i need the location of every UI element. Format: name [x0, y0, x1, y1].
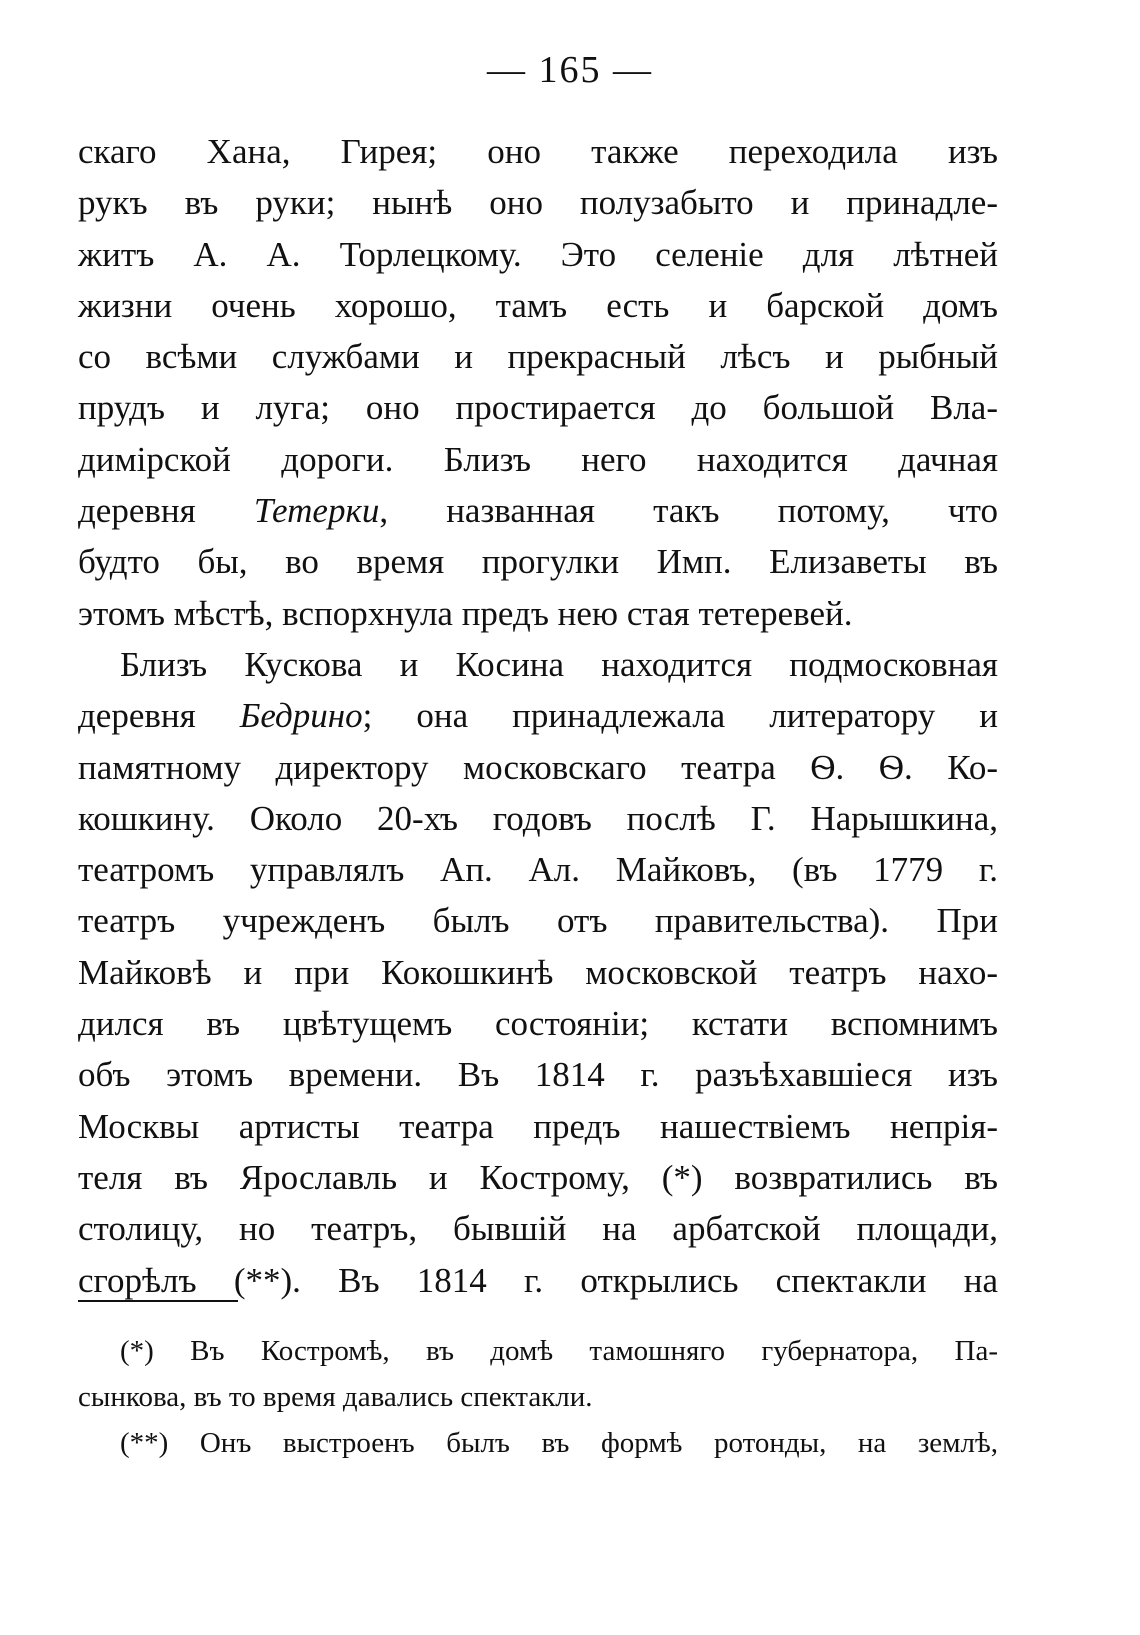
place-name-italic: Бедрино [239, 696, 363, 736]
text-line: со всѣми службами и прекрасный лѣсъ и рыбный [78, 337, 998, 377]
text-line [78, 690, 998, 741]
text-line [78, 485, 998, 536]
footnote-line: (**) Онъ выстроенъ былъ въ формѣ ротонды, на землѣ, [120, 1427, 998, 1459]
text-line: скаго Хана, Гирея; оно также переходила изъ [78, 132, 998, 171]
text-line: столицу, но театръ, бывшій на арбатской площади, [78, 1209, 998, 1249]
footnote-line: сынкова, въ то время давались спектакли. [78, 1381, 593, 1413]
text-line: этомъ мѣстѣ, вспорхнула предъ нею стая тетеревей. [78, 593, 853, 633]
text-line: Москвы артисты театра предъ нашествіемъ непрія- [78, 1106, 998, 1146]
text-line: рукъ въ руки; нынѣ оно полузабыто и принадле- [78, 183, 998, 223]
text-run: ; она принадлежала литератору и [362, 696, 998, 736]
footnotes [78, 1328, 998, 1466]
text-run: деревня [78, 696, 240, 736]
text-run: , названная такъ потому, что [379, 491, 998, 531]
footnote-divider [78, 1300, 238, 1302]
text-run: деревня [78, 491, 254, 531]
place-name-italic: Тетерки [253, 491, 380, 531]
text-line: объ этомъ времени. Въ 1814 г. разъѣхавшіеся изъ [78, 1055, 998, 1095]
page-number: — 165 — [487, 49, 653, 91]
text-line: кошкину. Около 20-хъ годовъ послѣ Г. Нарышкина, [78, 798, 998, 838]
text-line: памятному директору московскаго театра Ѳ. Ѳ. Ко- [78, 747, 998, 787]
text-line: теля въ Ярославль и Кострому, (*) возвратились въ [78, 1157, 998, 1197]
text-line: дился въ цвѣтущемъ состояніи; кстати вспомнимъ [78, 1004, 998, 1044]
text-line: жизни очень хорошо, тамъ есть и барской домъ [78, 285, 998, 325]
text-line: Близъ Кускова и Косина находится подмосковная [120, 644, 998, 684]
text-line: димірской дороги. Близъ него находится дачная [78, 439, 998, 479]
text-line: Майковѣ и при Кокошкинѣ московской театръ нахо- [78, 952, 998, 992]
text-line: будто бы, во время прогулки Имп. Елизаветы въ [78, 542, 998, 582]
text-line: театромъ управлялъ Ап. Ал. Майковъ, (въ 1779 г. [78, 850, 998, 890]
text-line: сгорѣлъ (**). Въ 1814 г. открылись спектакли на [78, 1260, 998, 1300]
text-line: прудъ и луга; оно простирается до большой Вла- [78, 388, 998, 428]
text-line: житъ А. А. Торлецкому. Это селеніе для лѣтней [78, 234, 998, 274]
text-line: театръ учрежденъ былъ отъ правительства). При [78, 901, 998, 941]
body-text [78, 126, 998, 1306]
footnote-line: (*) Въ Костромѣ, въ домѣ тамошняго губернатора, Па- [120, 1335, 998, 1367]
